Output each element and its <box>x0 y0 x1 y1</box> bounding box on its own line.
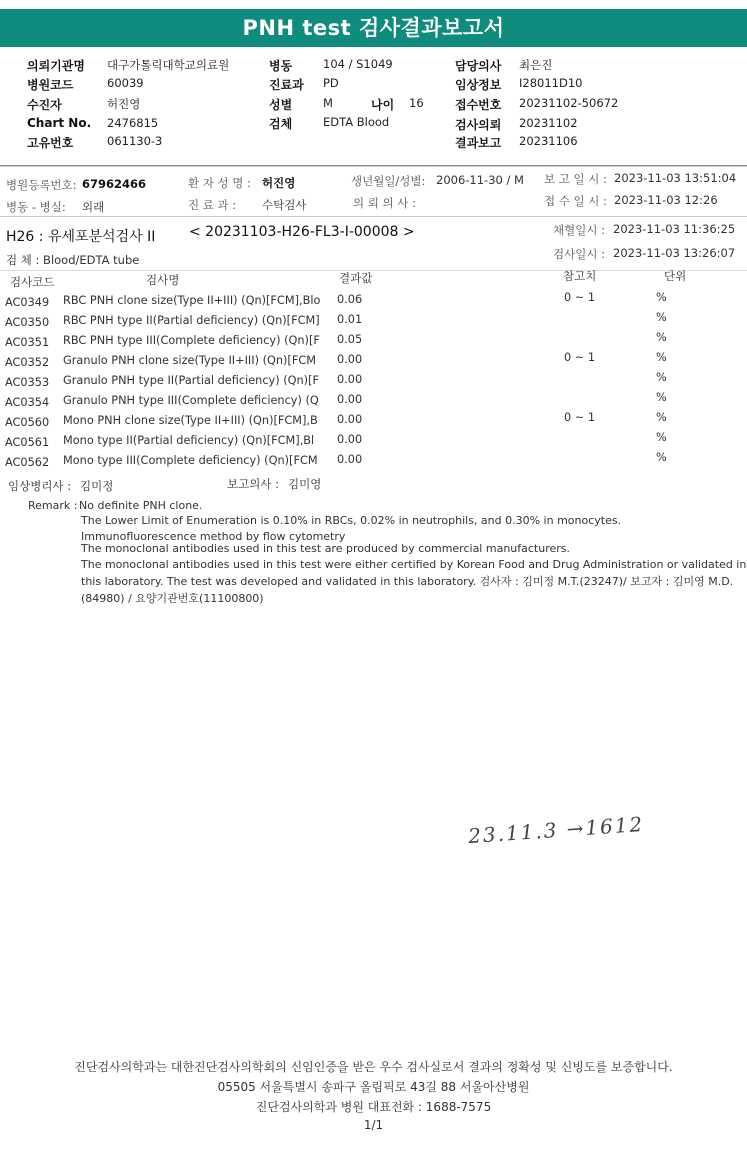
header-value: EDTA Blood <box>323 115 390 129</box>
header-label: 수진자 <box>27 98 62 112</box>
dept-value: 수탁검사 <box>262 198 307 212</box>
reg-label: 병원등록번호: <box>6 178 77 192</box>
row-unit: % <box>656 431 667 444</box>
section-divider <box>0 166 747 167</box>
header-label: 결과보고 <box>455 136 502 150</box>
reporter-label: 보고의사 : <box>227 477 279 491</box>
header-label: 고유번호 <box>27 136 74 150</box>
row-result: 0.00 <box>337 353 363 366</box>
table-header-divider <box>0 270 747 271</box>
report-time-label: 보 고 일 시 : <box>544 172 607 186</box>
row-ref: 0 ~ 1 <box>564 351 596 364</box>
handwritten-note: 23.11.3 →1612 <box>467 811 645 849</box>
exam-label: 검사일시 : <box>553 247 605 261</box>
header-label: 성별 <box>269 98 293 112</box>
pathologist-value: 김미정 <box>80 479 114 493</box>
dept-label: 진 료 과 : <box>188 198 237 212</box>
col-header-name: 검사명 <box>146 273 180 287</box>
header-label: Chart No. <box>27 116 92 130</box>
row-code: AC0351 <box>5 336 50 349</box>
receipt-time-label: 접 수 일 시 : <box>544 194 607 208</box>
header-value: 대구가톨릭대학교의료원 <box>107 58 230 72</box>
row-code: AC0354 <box>5 396 50 409</box>
header-value: 20231102 <box>519 116 578 130</box>
row-unit: % <box>656 451 667 464</box>
age-label: 나이 <box>371 98 395 112</box>
header-value: 061130-3 <box>107 134 163 148</box>
remark-label: Remark : <box>28 499 78 512</box>
row-unit: % <box>656 351 667 364</box>
row-name: Mono type III(Complete deficiency) (Qn)[FCM <box>63 454 318 467</box>
header-value: 2476815 <box>107 116 159 130</box>
header-label: 검사의뢰 <box>455 118 502 132</box>
receipt-time-value: 2023-11-03 12:26 <box>614 193 718 207</box>
header-label: 병동 <box>269 59 293 73</box>
row-name: RBC PNH clone size(Type II+III) (Qn)[FCM],Blo <box>63 294 321 307</box>
remark-line: (84980) / 요양기관번호(11100800) <box>81 592 264 605</box>
col-header-code: 검사코드 <box>10 275 55 289</box>
collect-label: 채혈일시 : <box>553 223 605 237</box>
row-code: AC0560 <box>5 416 50 429</box>
pathologist-label: 임상병리사 : <box>8 479 72 493</box>
row-name: Granulo PNH type II(Partial deficiency) (Qn)[F <box>63 374 319 387</box>
remark-line: No definite PNH clone. <box>79 499 203 512</box>
specimen: 검 체 : Blood/EDTA tube <box>6 253 140 267</box>
header-value: I28011D10 <box>519 76 583 90</box>
header-value: 최은진 <box>519 58 553 72</box>
col-header-unit: 단위 <box>664 269 687 283</box>
row-name: Mono PNH clone size(Type II+III) (Qn)[FCM],B <box>63 414 318 427</box>
report-title: PNH test 검사결과보고서 <box>0 9 747 47</box>
col-header-ref: 참고치 <box>563 269 597 283</box>
row-name: Granulo PNH type III(Complete deficiency) (Q <box>63 394 319 407</box>
header-label: 임상정보 <box>455 78 502 92</box>
row-unit: % <box>656 391 667 404</box>
ward-value: 외래 <box>82 200 105 214</box>
row-name: Mono type II(Partial deficiency) (Qn)[FCM],Bl <box>63 434 315 447</box>
footer-contact: 진단검사의학과 병원 대표전화 : 1688-7575 <box>255 1100 492 1114</box>
row-code: AC0353 <box>5 376 50 389</box>
row-code: AC0349 <box>5 296 50 309</box>
ward-label: 병동 - 병실: <box>6 200 66 214</box>
header-label: 의뢰기관명 <box>27 59 85 73</box>
age-value: 16 <box>409 96 424 110</box>
row-unit: % <box>656 371 667 384</box>
patient-name-value: 허진영 <box>262 176 296 190</box>
exam-value: 2023-11-03 13:26:07 <box>613 246 736 260</box>
row-unit: % <box>656 331 667 344</box>
header-value: 20231102-50672 <box>519 96 619 110</box>
remark-line: Immunofluorescence method by flow cytometry <box>81 530 346 543</box>
header-value: 20231106 <box>519 134 578 148</box>
collect-value: 2023-11-03 11:36:25 <box>613 222 736 236</box>
report-time-value: 2023-11-03 13:51:04 <box>614 171 737 185</box>
footer-certification: 진단검사의학과는 대한진단검사의학회의 신임인증을 받은 우수 검사실로서 결과의 정확성 및 신빙도를 보증합니다. <box>74 1060 673 1074</box>
row-code: AC0562 <box>5 456 50 469</box>
row-name: Granulo PNH clone size(Type II+III) (Qn)[FCM <box>63 354 316 367</box>
remark-line: The monoclonal antibodies used in this test are produced by commercial manufacturers. <box>81 542 571 555</box>
dob-label: 생년월일/성별: <box>351 174 426 188</box>
remark-line: this laboratory. The test was developed and validated in this laboratory. 검사자 : 김미정 M.T.(23247)/ 보고자 : 김미영 M.D. <box>81 575 734 588</box>
row-result: 0.00 <box>337 453 363 466</box>
col-header-result: 결과값 <box>339 271 373 285</box>
doctor-label: 의 뢰 의 사 : <box>353 196 416 210</box>
row-result: 0.06 <box>337 293 363 306</box>
row-name: RBC PNH type III(Complete deficiency) (Qn)[F <box>63 334 320 347</box>
reporter-value: 김미영 <box>288 477 322 491</box>
header-label: 담당의사 <box>455 59 502 73</box>
accession-number: < 20231103-H26-FL3-I-00008 > <box>189 224 415 240</box>
header-label: 병원코드 <box>27 78 74 92</box>
row-ref: 0 ~ 1 <box>564 411 596 424</box>
row-result: 0.00 <box>337 373 363 386</box>
footer-address: 05505 서울특별시 송파구 올림픽로 43길 88 서울아산병원 <box>217 1080 530 1094</box>
header-value: 60039 <box>107 76 144 90</box>
row-code: AC0561 <box>5 436 50 449</box>
header-label: 접수번호 <box>455 98 502 112</box>
row-ref: 0 ~ 1 <box>564 291 596 304</box>
dob-value: 2006-11-30 / M <box>436 173 524 187</box>
header-value: M <box>323 96 333 110</box>
row-result: 0.00 <box>337 393 363 406</box>
page-number: 1/1 <box>363 1118 384 1132</box>
patient-name-label: 환 자 성 명 : <box>188 176 251 190</box>
row-name: RBC PNH type II(Partial deficiency) (Qn)[FCM] <box>63 314 320 327</box>
row-result: 0.01 <box>337 313 363 326</box>
section-divider <box>0 216 747 217</box>
row-result: 0.00 <box>337 413 363 426</box>
reg-value: 67962466 <box>82 177 147 191</box>
remark-line: The Lower Limit of Enumeration is 0.10% in RBCs, 0.02% in neutrophils, and 0.30% in monocytes. <box>81 514 622 527</box>
row-code: AC0350 <box>5 316 50 329</box>
header-label: 검체 <box>269 117 293 131</box>
header-value: PD <box>323 76 339 90</box>
header-value: 허진영 <box>107 97 141 111</box>
test-name: H26 : 유세포분석검사 II <box>6 229 156 245</box>
row-unit: % <box>656 291 667 304</box>
row-unit: % <box>656 411 667 424</box>
header-value: 104 / S1049 <box>323 57 393 71</box>
row-code: AC0352 <box>5 356 50 369</box>
row-unit: % <box>656 311 667 324</box>
header-label: 진료과 <box>269 78 304 92</box>
row-result: 0.05 <box>337 333 363 346</box>
row-result: 0.00 <box>337 433 363 446</box>
remark-line: The monoclonal antibodies used in this test were either certified by Korean Food and Drug Administration or validated in <box>81 558 747 571</box>
